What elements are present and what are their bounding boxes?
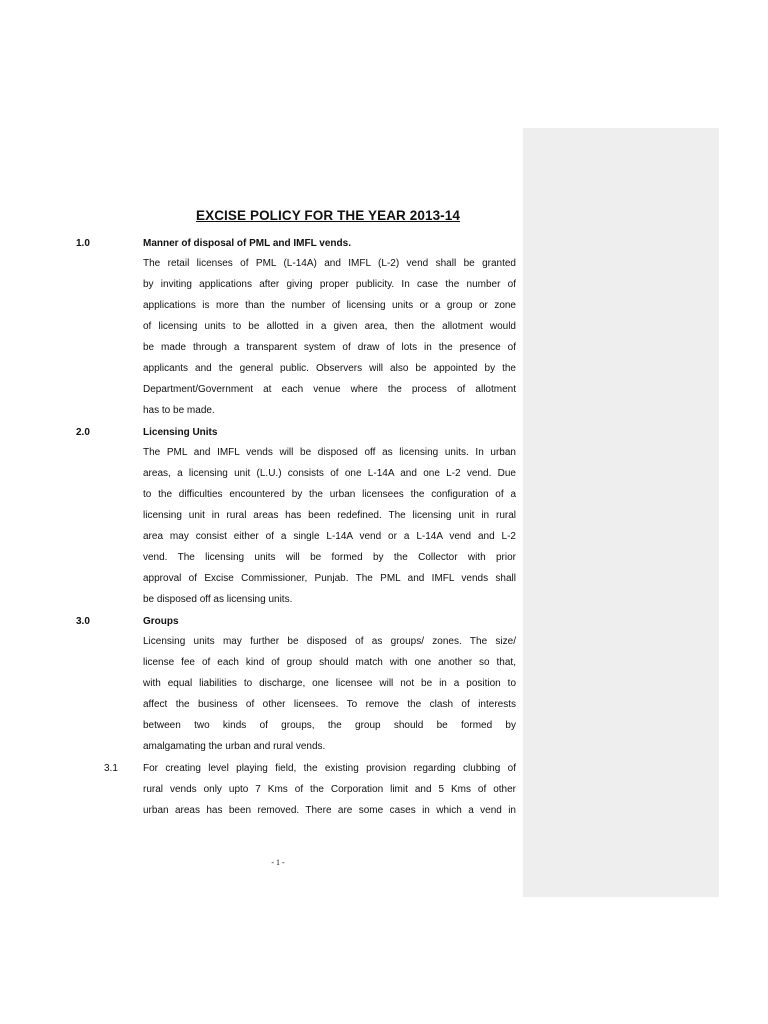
text-line: approval of Excise Commissioner, Punjab. The PML and IMFL vends shall — [143, 573, 516, 584]
text-line: of licensing units to be allotted in a given area, then the allotment would — [143, 321, 516, 332]
text-line: has to be made. — [143, 405, 215, 416]
section-number-2: 2.0 — [76, 427, 90, 438]
text-line: amalgamating the urban and rural vends. — [143, 741, 326, 752]
section-heading-1: Manner of disposal of PML and IMFL vends. — [143, 238, 351, 249]
text-line: Department/Government at each venue where the process of allotment — [143, 384, 516, 395]
text-line: The PML and IMFL vends will be disposed off as licensing units. In urban — [143, 447, 516, 458]
text-line: applications is more than the number of licensing units or a group or zone — [143, 300, 516, 311]
text-line: areas, a licensing unit (L.U.) consists of one L-14A and one L-2 vend. Due — [143, 468, 516, 479]
text-line: between two kinds of groups, the group should be formed by — [143, 720, 516, 731]
section-body-1 — [143, 253, 516, 421]
section-number-3: 3.0 — [76, 616, 90, 627]
document-title: EXCISE POLICY FOR THE YEAR 2013-14 — [196, 208, 460, 223]
page-number: - 1 - — [271, 858, 285, 867]
section-number-1: 1.0 — [76, 238, 90, 249]
section-heading-3: Groups — [143, 616, 179, 627]
text-line: be disposed off as licensing units. — [143, 594, 293, 605]
section-body-3 — [143, 631, 516, 757]
text-line: by inviting applications after giving proper publicity. In case the number of — [143, 279, 516, 290]
text-line: applicants and the general public. Observers will also be appointed by the — [143, 363, 516, 374]
text-line: urban areas has been removed. There are some cases in which a vend in — [143, 805, 516, 816]
text-line: to the difficulties encountered by the urban licensees the configuration of a — [143, 489, 516, 500]
text-line: with equal liabilities to discharge, one licensee will not be in a position to — [143, 678, 516, 689]
text-line: rural vends only upto 7 Kms of the Corporation limit and 5 Kms of other — [143, 784, 516, 795]
subsection-number-3-1: 3.1 — [104, 763, 118, 774]
text-line: The retail licenses of PML (L-14A) and IMFL (L-2) vend shall be granted — [143, 258, 516, 269]
text-line: vend. The licensing units will be formed by the Collector with prior — [143, 552, 516, 563]
subsection-body-3-1 — [143, 758, 516, 821]
text-line: licensing unit in rural areas has been redefined. The licensing unit in rural — [143, 510, 516, 521]
section-heading-2: Licensing Units — [143, 427, 218, 438]
text-line: Licensing units may further be disposed of as groups/ zones. The size/ — [143, 636, 516, 647]
text-line: be made through a transparent system of draw of lots in the presence of — [143, 342, 516, 353]
text-line: For creating level playing field, the existing provision regarding clubbing of — [143, 763, 516, 774]
text-line: affect the business of other licensees. To remove the clash of interests — [143, 699, 516, 710]
text-line: area may consist either of a single L-14A vend or a L-14A vend and L-2 — [143, 531, 516, 542]
text-line: license fee of each kind of group should match with one another so that, — [143, 657, 516, 668]
comment-margin-panel — [523, 128, 719, 897]
section-body-2 — [143, 442, 516, 610]
